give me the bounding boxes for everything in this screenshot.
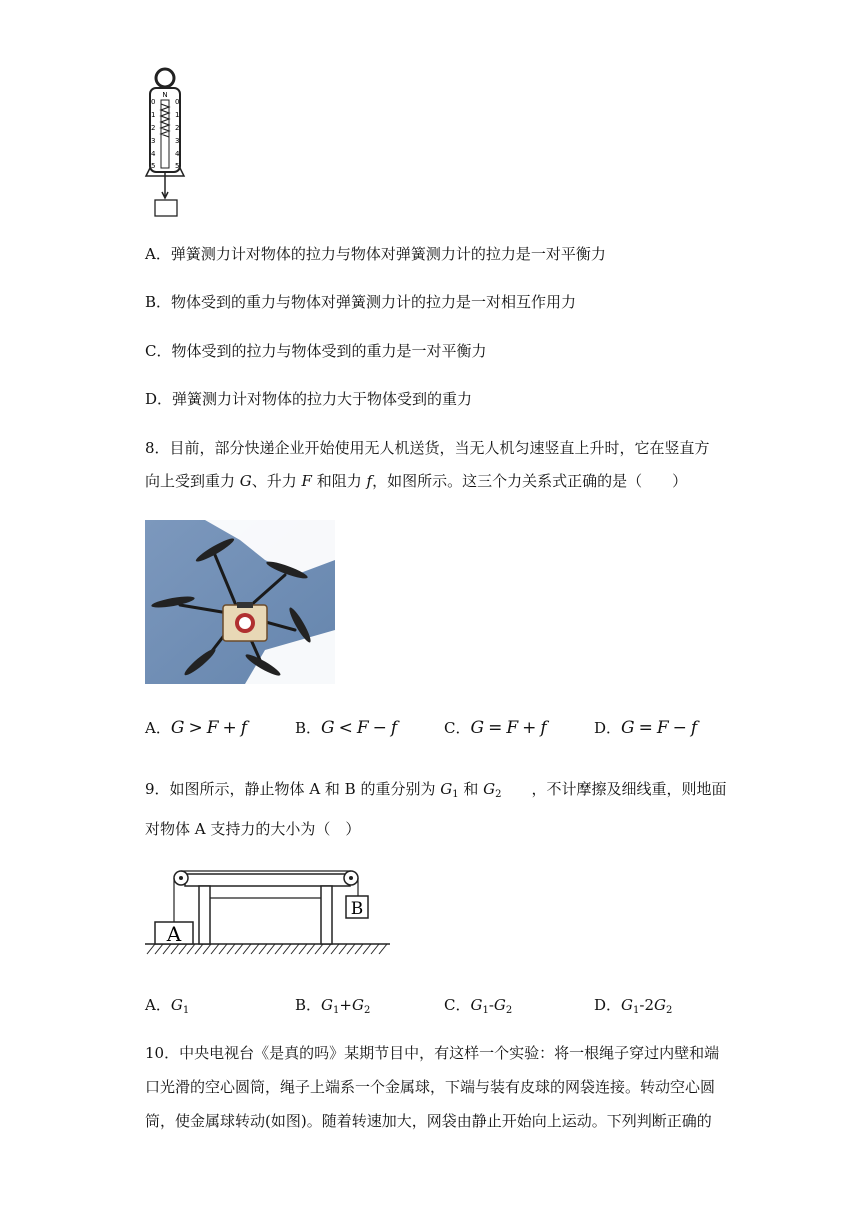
scale-tick-2-right: 2 bbox=[175, 124, 180, 132]
scale-tick-0-right: 0 bbox=[175, 98, 180, 106]
scale-tick-4-right: 4 bbox=[175, 150, 180, 158]
q9-option-d: D．$G_1-2G_2$ bbox=[594, 996, 673, 1016]
block-a-label: A bbox=[166, 922, 182, 946]
q7-option-a: A．弹簧测力计对物体的拉力与物体对弹簧测力计的拉力是一对平衡力 bbox=[145, 245, 606, 263]
q7-option-c: C．物体受到的拉力与物体受到的重力是一对平衡力 bbox=[145, 342, 487, 360]
scale-tick-1-right: 1 bbox=[175, 111, 180, 119]
q9-stem-line2: 对物体 A 支持力的大小为（ ） bbox=[145, 820, 361, 838]
q10-stem-line1: 10．中央电视台《是真的吗》某期节目中，有这样一个实验：将一根绳子穿过内壁和端 bbox=[145, 1044, 720, 1062]
q9-option-b: B．$G_1+G_2$ bbox=[295, 996, 371, 1016]
q8-stem-line1: 8．目前，部分快递企业开始使用无人机送货，当无人机匀速竖直上升时，它在竖直方 bbox=[145, 439, 710, 457]
q7-option-d: D．弹簧测力计对物体的拉力大于物体受到的重力 bbox=[145, 390, 473, 408]
scale-tick-5-left: 5 bbox=[151, 162, 156, 170]
q8-option-d: D．G = F − f bbox=[594, 718, 698, 738]
block-b-label: B bbox=[350, 899, 364, 919]
pulley-table-figure bbox=[145, 860, 395, 960]
q10-stem-line3: 筒，使金属球转动(如图)。随着转速加大，网袋由静止开始向上运动。下列判断正确的 bbox=[145, 1112, 712, 1130]
scale-tick-3-left: 3 bbox=[151, 137, 156, 145]
scale-tick-2-left: 2 bbox=[151, 124, 156, 132]
scale-tick-4-left: 4 bbox=[151, 150, 156, 158]
spring-scale-figure bbox=[138, 64, 198, 224]
q7-option-b: B．物体受到的重力与物体对弹簧测力计的拉力是一对相互作用力 bbox=[145, 293, 577, 311]
drone-photo bbox=[145, 520, 335, 684]
q9-stem-line1: 9．如图所示，静止物体 A 和 B 的重分别为 $G_1$ 和 $G_2$ ，不计摩擦及细线重，则地面 bbox=[145, 780, 727, 800]
scale-tick-1-left: 1 bbox=[151, 111, 156, 119]
q9-option-a: A．$G_1$ bbox=[145, 996, 190, 1016]
q8-option-c: C．G = F + f bbox=[444, 718, 547, 738]
scale-tick-3-right: 3 bbox=[175, 137, 180, 145]
q8-option-a: A．G > F + f bbox=[145, 718, 248, 738]
q10-stem-line2: 口光滑的空心圆筒，绳子上端系一个金属球，下端与装有皮球的网袋连接。转动空心圆 bbox=[145, 1078, 716, 1096]
q8-stem-line2: 向上受到重力 G、升力 F 和阻力 f，如图所示。这三个力关系式正确的是（ ） bbox=[145, 472, 688, 490]
scale-tick-0-left: 0 bbox=[151, 98, 156, 106]
q9-option-c: C．$G_1-G_2$ bbox=[444, 996, 513, 1016]
q8-option-b: B．G < F − f bbox=[295, 718, 398, 738]
scale-unit-label: N bbox=[162, 91, 168, 99]
scale-tick-5-right: 5 bbox=[175, 162, 180, 170]
